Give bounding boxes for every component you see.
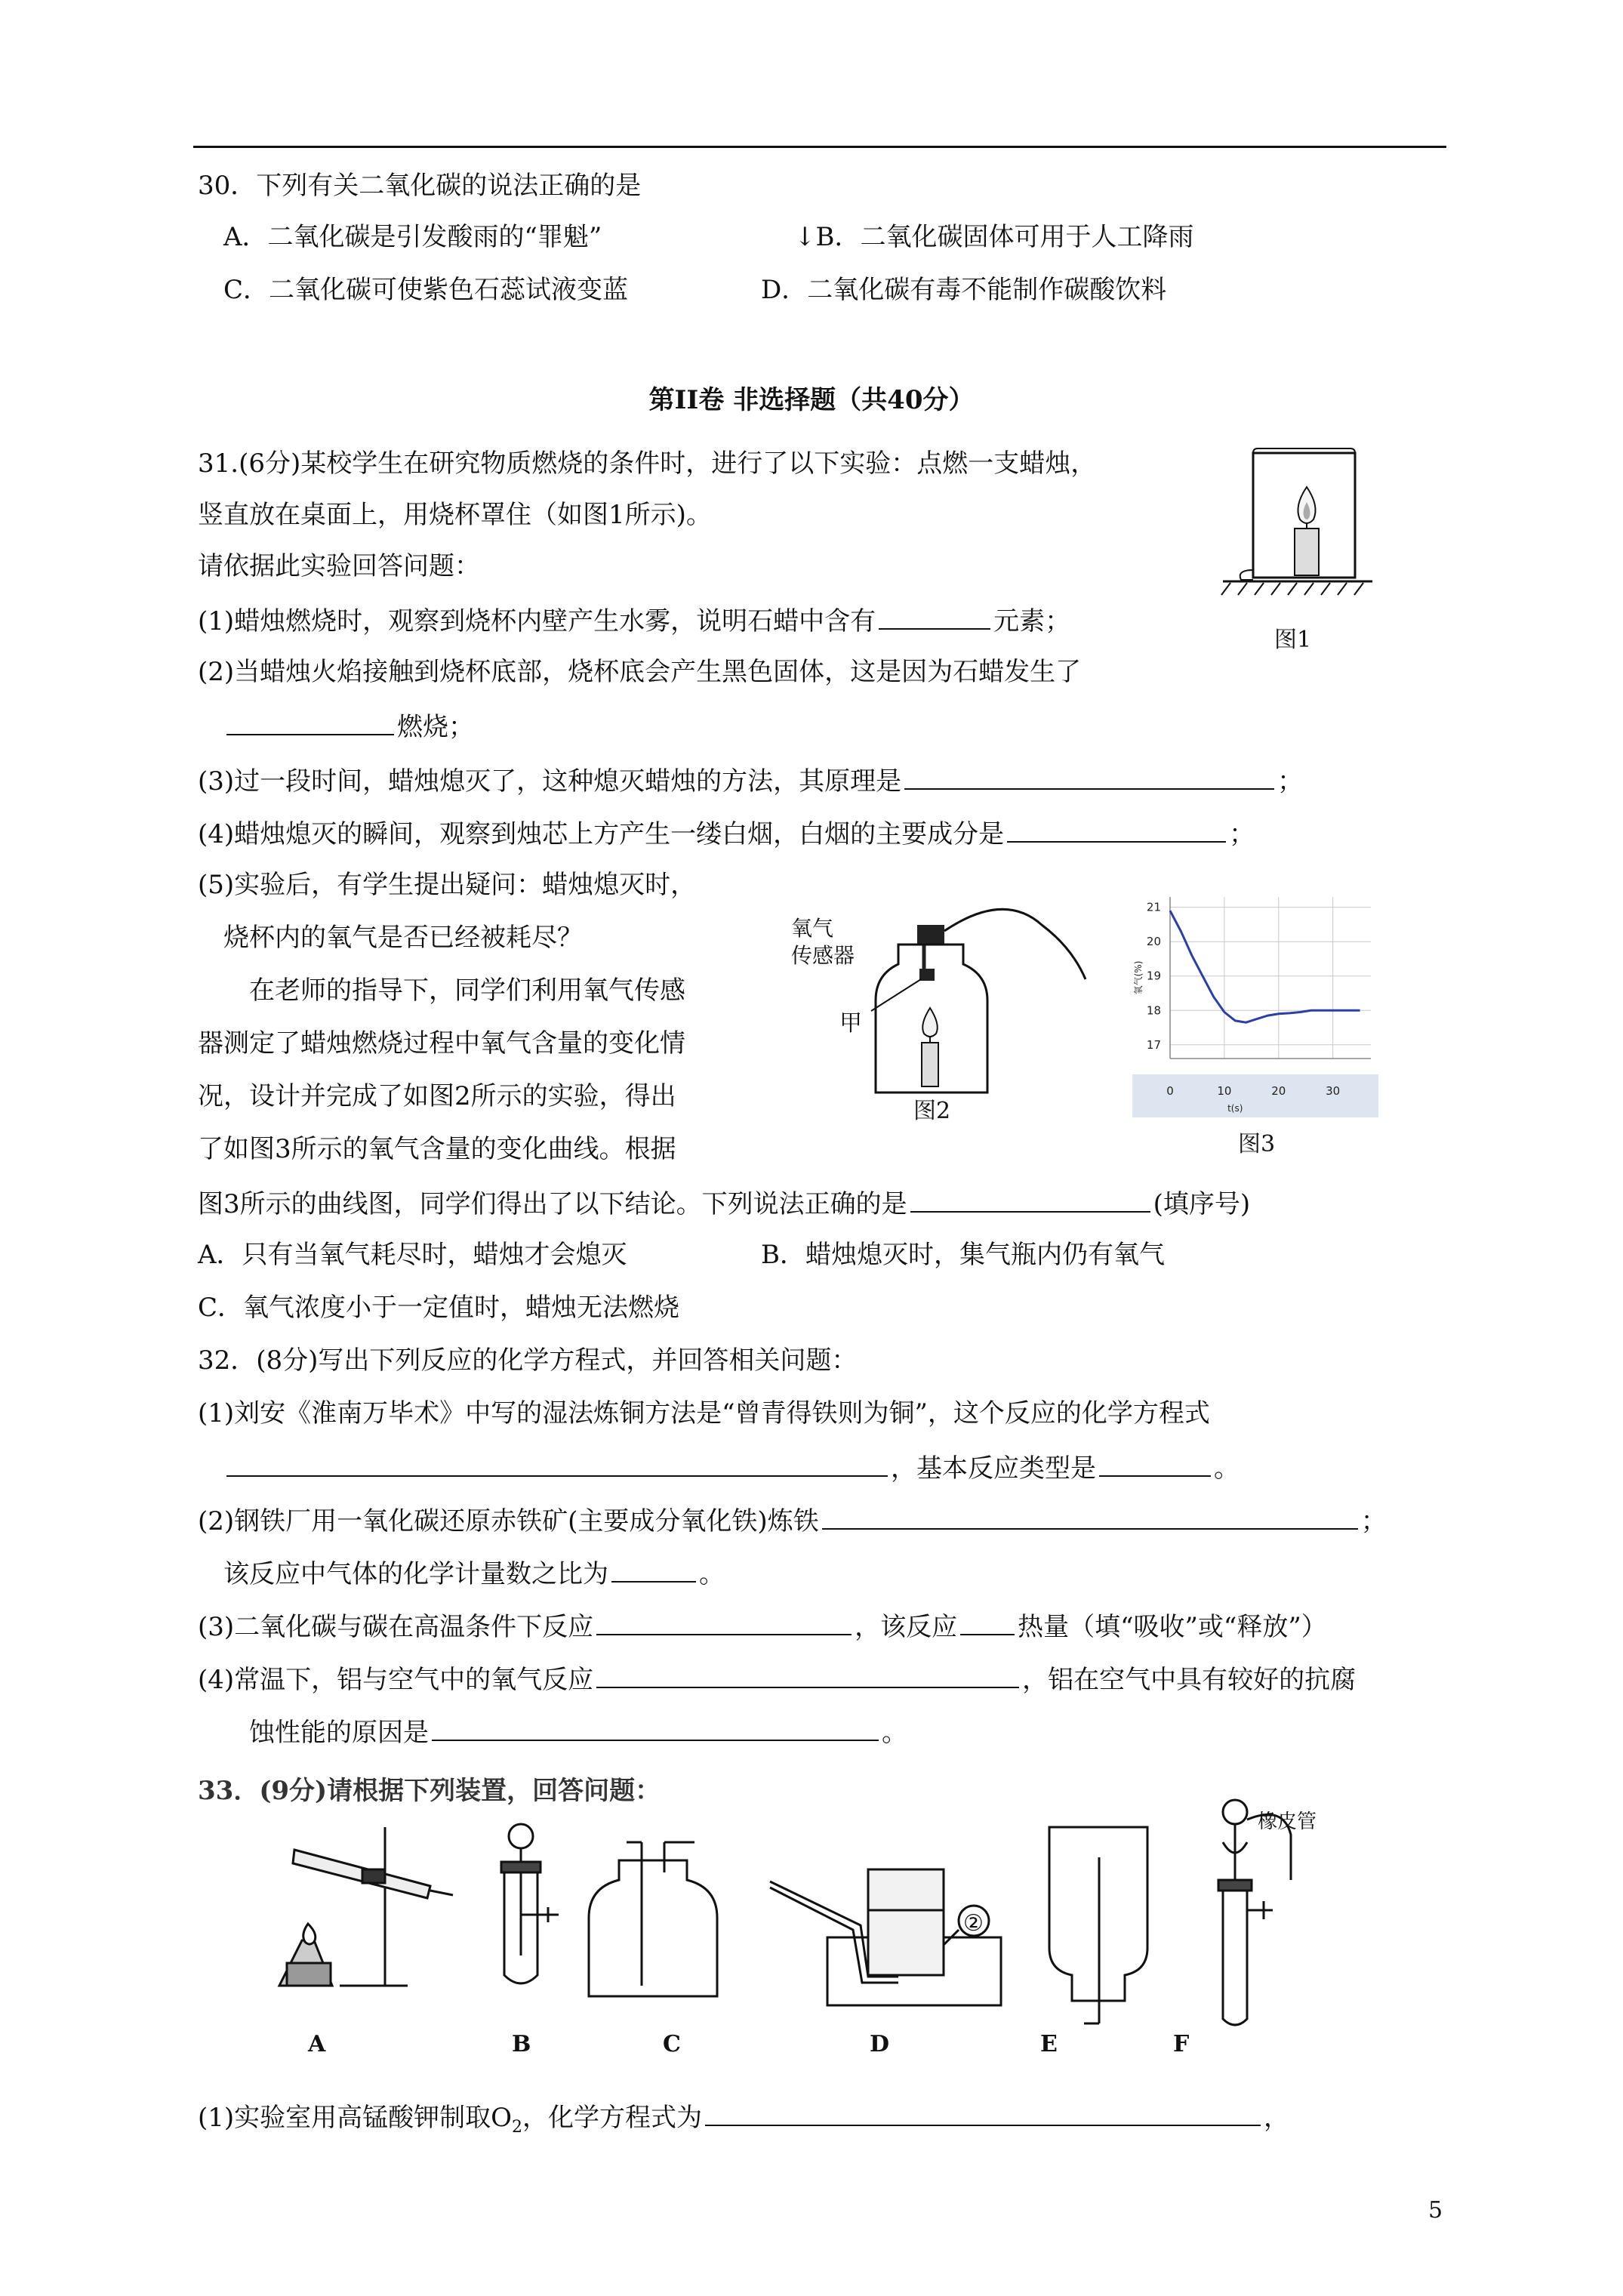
q32-part-1: (1)刘安《淮南万毕术》中写的湿法炼铜方法是“曾青得铁则为铜”，这个反应的化学方程式: [198, 1398, 1210, 1428]
apparatus-b: [501, 1824, 559, 1983]
q32-part-4: (4)常温下，铝与空气中的氧气反应 ，铝在空气中具有较好的抗腐: [198, 1660, 1356, 1698]
q32-part-2b: 该反应中气体的化学计量数之比为 。: [223, 1554, 725, 1592]
figure-1-beaker-candle: [1200, 445, 1374, 612]
rubber-tube-label: 橡皮管: [1258, 1811, 1317, 1833]
q31-part-5-line-6: 了如图3所示的氧气含量的变化曲线。根据: [198, 1134, 676, 1164]
q32-part-1b: ，基本反应类型是 。: [223, 1448, 1240, 1487]
answer-blank[interactable]: [1007, 814, 1226, 843]
answer-blank[interactable]: [910, 1184, 1150, 1213]
sensor-label: 氧气 传感器: [791, 916, 855, 968]
answer-blank[interactable]: [432, 1712, 879, 1741]
apparatus-c: [589, 1842, 717, 1996]
x-tick-label: 10: [1217, 1084, 1232, 1098]
x-axis-label: t(s): [1227, 1103, 1243, 1114]
section-title: 第II卷 非选择题（共40分）: [648, 385, 975, 415]
figure-3-label: 图3: [1238, 1131, 1276, 1157]
answer-blank[interactable]: [226, 1448, 888, 1477]
apparatus-d: [770, 1869, 1001, 2005]
q31-line-1: 31.(6分)某校学生在研究物质燃烧的条件时，进行了以下实验：点燃一支蜡烛，: [198, 448, 1097, 479]
q31-part-5-line-4: 器测定了蜡烛燃烧过程中氧气含量的变化情: [198, 1028, 685, 1059]
answer-blank[interactable]: [611, 1554, 696, 1583]
q30-option-a: A．二氧化碳是引发酸雨的“罪魁”: [223, 222, 602, 252]
y-tick-label: 18: [1146, 1003, 1161, 1018]
y-tick-label: 20: [1146, 935, 1161, 949]
answer-blank[interactable]: [904, 761, 1274, 790]
q31-part-5-line-7: 图3所示的曲线图，同学们得出了以下结论。下列说法正确的是 (填序号): [198, 1184, 1250, 1222]
q31-part-4: (4)蜡烛熄灭的瞬间，观察到烛芯上方产生一缕白烟，白烟的主要成分是 ；: [198, 814, 1255, 852]
jia-label: 甲: [839, 1010, 862, 1037]
answer-blank[interactable]: [596, 1660, 1019, 1688]
answer-blank[interactable]: [1099, 1448, 1211, 1477]
answer-blank[interactable]: [226, 707, 394, 735]
q33-part-1: (1)实验室用高锰酸钾制取$O_2$，化学方程式为 ，: [198, 2097, 1289, 2146]
figure-1-label: 图1: [1274, 627, 1312, 653]
figure-2-label: 图2: [913, 1098, 951, 1124]
x-tick-label: 30: [1326, 1084, 1341, 1098]
apparatus-a: [279, 1827, 453, 1986]
q32-part-4b: 蚀性能的原因是 。: [249, 1712, 907, 1751]
y-tick-label: 19: [1146, 969, 1161, 983]
q30-option-d: D．二氧化碳有毒不能制作碳酸饮料: [761, 275, 1167, 305]
q30-option-b: ↓B．二氧化碳固体可用于人工降雨: [794, 222, 1194, 252]
apparatus-label-b: B: [512, 2031, 531, 2057]
y-tick-label: 17: [1146, 1037, 1161, 1052]
q33-title: 33．(9分)请根据下列装置，回答问题：: [198, 1776, 661, 1806]
apparatus-label-d: D: [870, 2031, 890, 2057]
circle-2-label: ②: [963, 1910, 984, 1937]
answer-blank[interactable]: [596, 1607, 852, 1635]
answer-blank[interactable]: [705, 2097, 1261, 2126]
q32-stem: 32．(8分)写出下列反应的化学方程式，并回答相关问题：: [198, 1345, 858, 1376]
apparatus-label-e: E: [1040, 2031, 1058, 2057]
q32-part-2: (2)钢铁厂用一氧化碳还原赤铁矿(主要成分氧化铁)炼铁 ；: [198, 1501, 1387, 1539]
q31-line-2: 竖直放在桌面上，用烧杯罩住（如图1所示)。: [198, 500, 712, 530]
apparatus-label-a: A: [308, 2031, 326, 2057]
q31-part-5-line-5: 况，设计并完成了如图2所示的实验，得出: [198, 1081, 676, 1111]
q31-part-2: (2)当蜡烛火焰接触到烧杯底部，烧杯底会产生黑色固体，这是因为石蜡发生了: [198, 657, 1082, 687]
q30-option-c: C．二氧化碳可使紫色石蕊试液变蓝: [223, 275, 629, 305]
q31-part-5-line-3: 在老师的指导下，同学们利用氧气传感: [249, 975, 685, 1006]
x-tick-label: 0: [1166, 1084, 1174, 1098]
x-tick-label: 20: [1271, 1084, 1286, 1098]
apparatus-label-f: F: [1173, 2031, 1190, 2057]
answer-blank[interactable]: [822, 1501, 1358, 1530]
q31-part-5-line-1: (5)实验后，有学生提出疑问：蜡烛熄灭时，: [198, 870, 697, 900]
q31-line-3: 请依据此实验回答问题：: [198, 551, 480, 581]
page-number: 5: [1428, 2197, 1443, 2224]
answer-blank[interactable]: [960, 1607, 1015, 1635]
header-rule: [193, 146, 1446, 148]
q31-part-2b: 燃烧；: [223, 707, 474, 745]
q31-option-b: B．蜡烛熄灭时，集气瓶内仍有氧气: [761, 1240, 1165, 1270]
q30-stem: 30．下列有关二氧化碳的说法正确的是: [198, 171, 642, 201]
q31-option-c: C．氧气浓度小于一定值时，蜡烛无法燃烧: [198, 1293, 680, 1323]
arrow-down-icon: ↓: [794, 222, 816, 252]
q32-part-3: (3)二氧化碳与碳在高温条件下反应 ，该反应 热量（填“吸收”或“释放”）: [198, 1607, 1327, 1645]
figure-3-oxygen-chart: [1125, 883, 1378, 1117]
y-tick-label: 21: [1146, 900, 1161, 914]
apparatus-label-c: C: [663, 2031, 681, 2057]
y-axis-label: 氧气(%): [1133, 960, 1144, 995]
q31-option-a: A．只有当氧气耗尽时，蜡烛才会熄灭: [198, 1240, 627, 1270]
q33-apparatus-figure: [249, 1797, 1344, 2039]
answer-blank[interactable]: [879, 601, 990, 630]
q31-part-3: (3)过一段时间，蜡烛熄灭了，这种熄灭蜡烛的方法，其原理是 ；: [198, 761, 1303, 800]
q31-part-1: (1)蜡烛燃烧时，观察到烧杯内壁产生水雾，说明石蜡中含有 元素；: [198, 601, 1070, 639]
q31-part-5-line-2: 烧杯内的氧气是否已经被耗尽？: [223, 923, 583, 953]
apparatus-e: [1049, 1827, 1147, 2023]
